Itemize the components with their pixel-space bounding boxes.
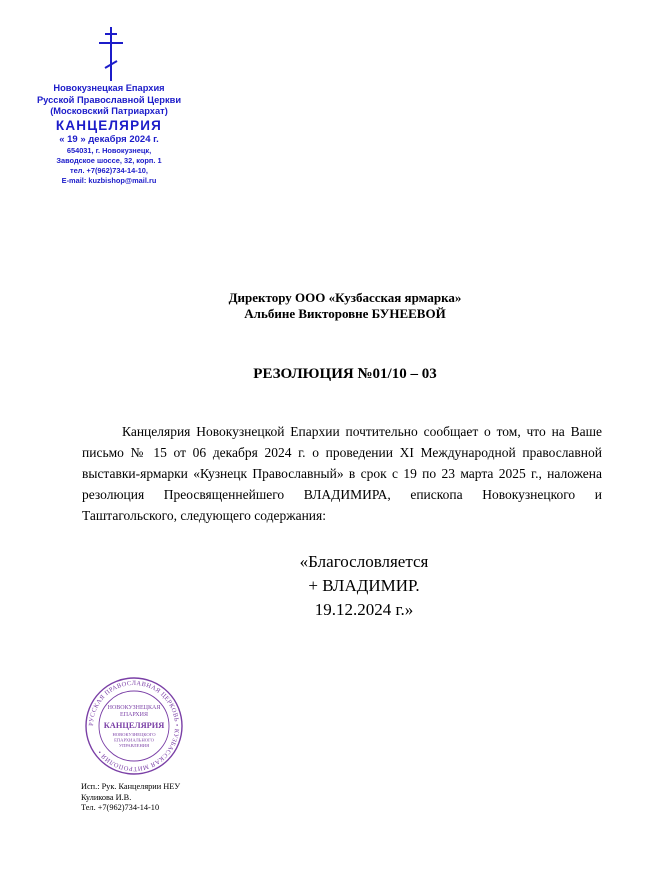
- blessing-line-3: 19.12.2024 г.»: [314, 600, 414, 619]
- executor-line: Исп.: Рук. Канцелярии НЕУ: [81, 782, 181, 791]
- seal-line-2: ЕПАРХИЯ: [120, 712, 148, 718]
- executor-name: Куликова И.В.: [81, 792, 132, 802]
- addressee-line-2: Альбине Викторовне БУНЕЕВОЙ: [244, 306, 446, 321]
- chancery-seal-stamp: [84, 676, 184, 776]
- seal-outer-text: РУССКАЯ ПРАВОСЛАВНАЯ ЦЕРКОВЬ • КУЗБАССКАЯ МИТРОПОЛИЯ •: [87, 679, 181, 773]
- executor-info: [81, 782, 180, 814]
- phone: тел. +7(962)734-14-10,: [70, 165, 148, 175]
- seal-line-4: ЕПАРХИАЛЬНОГО: [114, 737, 154, 743]
- letterhead: [20, 83, 198, 186]
- chancery-title: КАНЦЕЛЯРИЯ: [55, 117, 163, 133]
- patriarchate: (Московский Патриархат): [50, 106, 168, 116]
- blessing-block: [240, 550, 488, 622]
- seal-chancery: КАНЦЕЛЯРИЯ: [103, 721, 165, 730]
- seal-line-5: УПРАВЛЕНИЯ: [118, 743, 150, 748]
- email: E-mail: kuzbishop@mail.ru: [61, 176, 157, 186]
- body-paragraph: Канцелярия Новокузнецкой Епархии почтительно сообщает о том, что на Ваше письмо № 15 от 06 декабря 2024 г. о проведении XI Международной православной выставки-ярмарки «Кузнецк Православный» в срок с 19 по 23 марта 2025 г., наложена резолюция Преосвященнейшего ВЛАДИМИРА, епископа Новокузнецкого и Таштагольского, следующего содержания:: [82, 424, 602, 523]
- orthodox-cross-icon: [96, 26, 126, 82]
- blessing-line-1: «Благословляется: [299, 552, 429, 571]
- addressee-line-1: Директору ООО «Кузбасская ярмарка»: [228, 290, 462, 305]
- diocese-name: Новокузнецкая Епархия: [53, 83, 165, 93]
- postal-address: 654031, г. Новокузнецк,: [66, 145, 152, 155]
- seal-line-1: НОВОКУЗНЕЦКАЯ: [107, 705, 161, 711]
- street-address: Заводское шоссе, 32, корп. 1: [56, 155, 162, 165]
- addressee: [150, 290, 540, 322]
- seal-line-3: НОВОКУЗНЕЦКОГО: [112, 732, 156, 737]
- blessing-line-2: + ВЛАДИМИР.: [308, 576, 420, 595]
- letter-date: « 19 » декабря 2024 г.: [59, 133, 159, 145]
- church-name: Русской Православной Церкви: [36, 94, 182, 105]
- executor-phone: Тел. +7(962)734-14-10: [81, 803, 160, 812]
- resolution-title: РЕЗОЛЮЦИЯ №01/10 – 03: [253, 366, 437, 382]
